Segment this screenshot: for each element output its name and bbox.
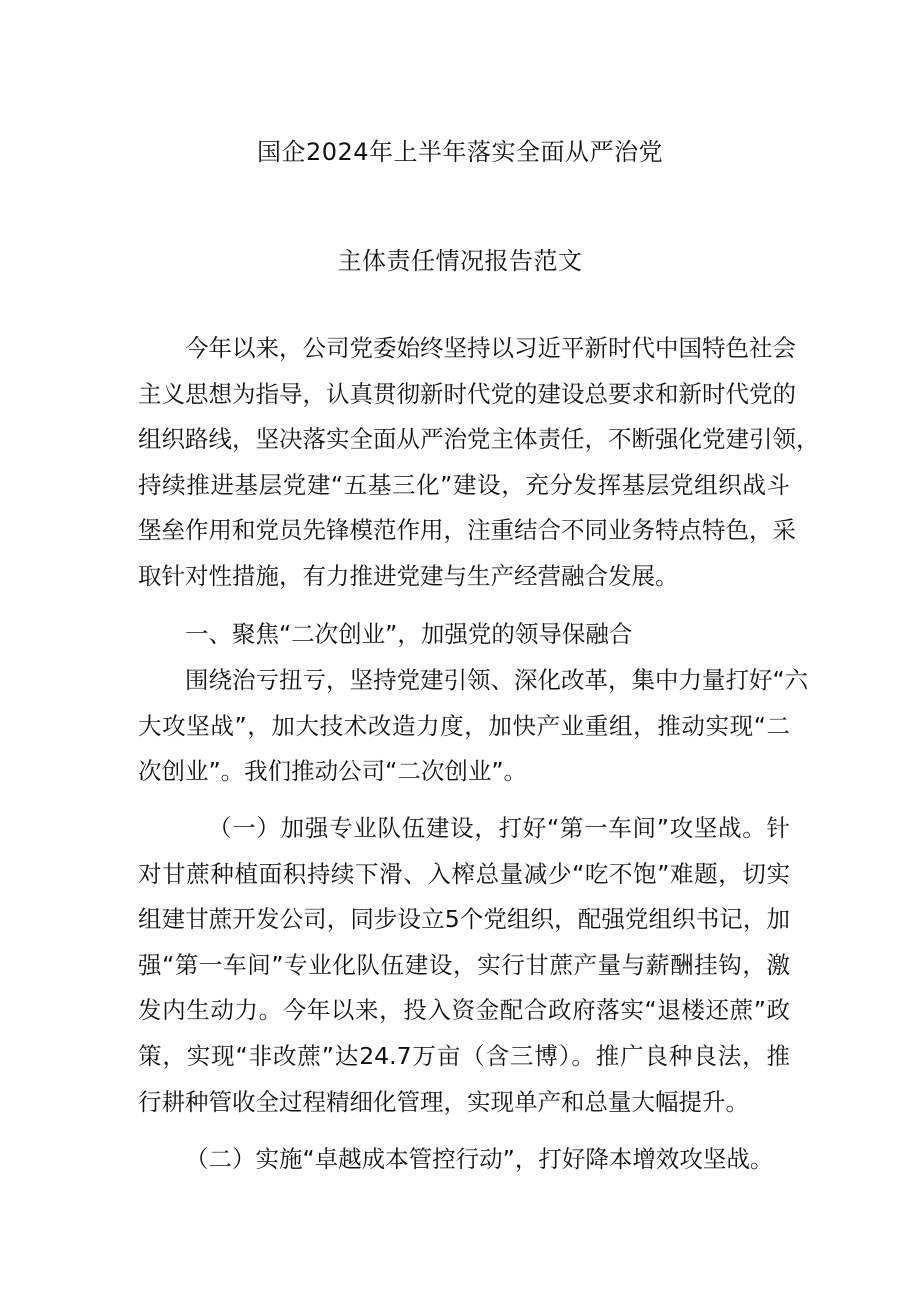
paragraph-line: 持续推进基层党建“五基三化”建设，充分发挥基层党组织战斗 — [138, 470, 790, 499]
paragraph-intro — [138, 326, 820, 600]
section-heading-1 — [138, 612, 790, 658]
document-title-line-2: 主体责任情况报告范文 — [337, 247, 583, 275]
paragraph-line: 组织路线，坚决落实全面从严治党主体责任，不断强化党建引领， — [138, 425, 820, 454]
section-heading-text: 一、聚焦“二次创业”，加强党的领导保融合 — [185, 620, 633, 648]
paragraph-line: 今年以来，公司党委始终坚持以习近平新时代中国特色社会 — [185, 334, 796, 362]
paragraph-line: 主义思想为指导，认真贯彻新时代党的建设总要求和新时代党的 — [138, 379, 796, 408]
paragraph-line: 组建甘蔗开发公司，同步设立5个党组织，配强党组织书记，加 — [138, 905, 790, 934]
paragraph-line: 次创业”。我们推动公司“二次创业”。 — [138, 757, 528, 786]
paragraph-line: （二）实施“卓越成本管控行动”，打好降本增效攻坚战。 — [185, 1145, 774, 1173]
paragraph-line: （一）加强专业队伍建设，打好“第一车间”攻坚战。针 — [208, 814, 790, 842]
paragraph-subsection-1 — [138, 806, 790, 1125]
paragraph-section-1 — [138, 658, 809, 795]
paragraph-line: 取针对性措施，有力推进党建与生产经营融合发展。 — [138, 561, 679, 590]
paragraph-line: 策，实现“非改蔗”达24.7万亩（含三博）。推广良种良法，推 — [138, 1041, 790, 1070]
paragraph-line: 强“第一车间”专业化队伍建设，实行甘蔗产量与薪酬挂钩，激 — [138, 950, 790, 979]
paragraph-line: 发内生动力。今年以来，投入资金配合政府落实“退楼还蔗”政 — [138, 996, 790, 1025]
paragraph-line: 堡垒作用和党员先锋模范作用，注重结合不同业务特点特色，采 — [138, 516, 796, 545]
paragraph-line: 围绕治亏扭亏，坚持党建引领、深化改革，集中力量打好“六 — [185, 666, 809, 694]
document-title-line-1: 国企2024年上半年落实全面从严治党 — [256, 138, 664, 166]
paragraph-line: 大攻坚战”，加大技术改造力度，加快产业重组，推动实现“二 — [138, 711, 790, 740]
paragraph-line: 对甘蔗种植面积持续下滑、入榨总量减少“吃不饱”难题，切实 — [138, 859, 790, 888]
paragraph-subsection-2 — [138, 1137, 790, 1183]
paragraph-line: 行耕种管收全过程精细化管理，实现单产和总量大幅提升。 — [138, 1087, 749, 1116]
